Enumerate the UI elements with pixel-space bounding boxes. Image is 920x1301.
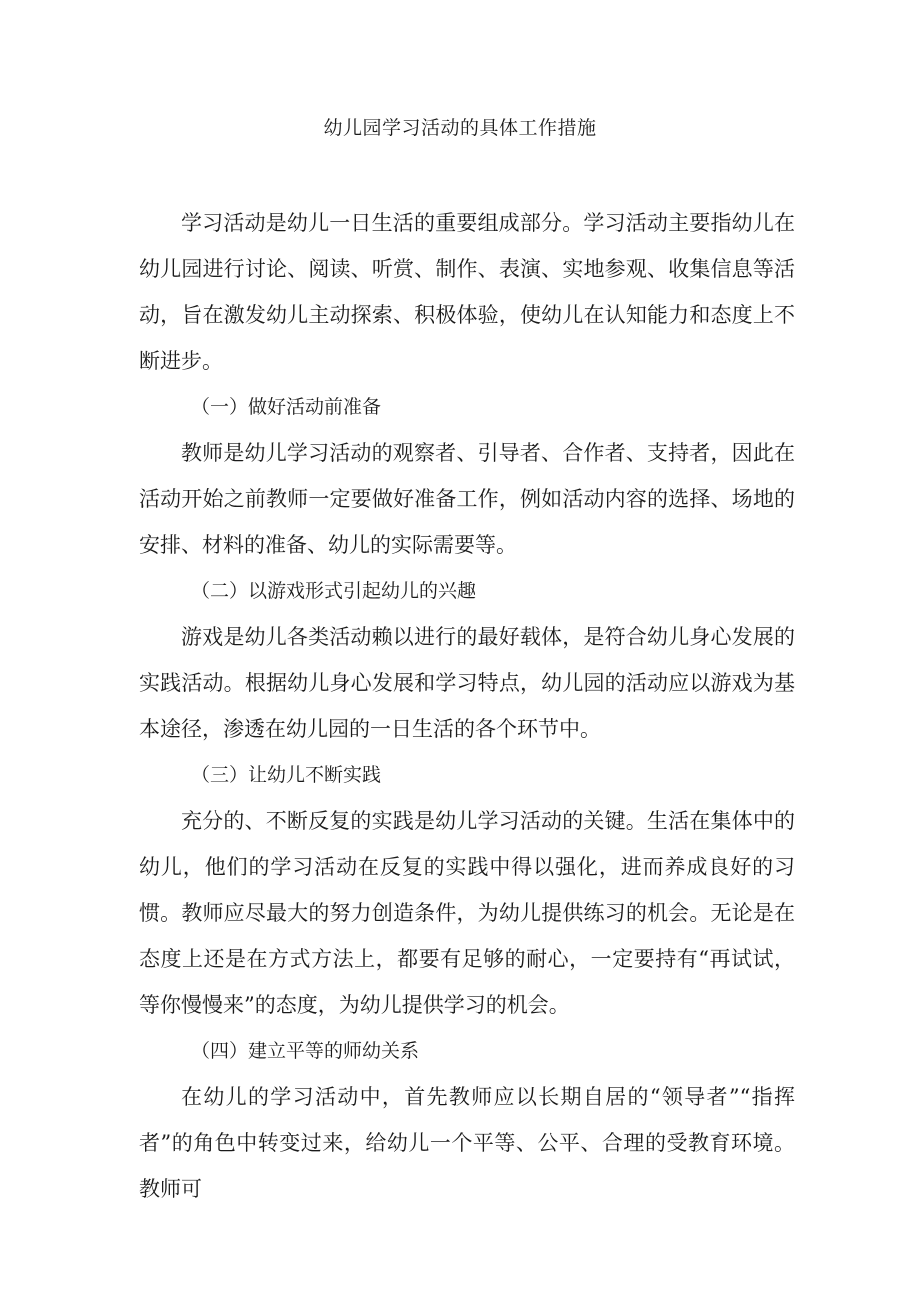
section-heading-4: （四）建立平等的师幼关系 xyxy=(191,1040,420,1062)
intro-paragraph: 学习活动是幼儿一日生活的重要组成部分。学习活动主要指幼儿在幼儿园进行讨论、阅读、听赏、制作、表演、实地参观、收集信息等活动，旨在激发幼儿主动探索、积极体验，使幼儿在认知能力和态度上不断进步。 xyxy=(139,211,795,373)
section-paragraph-4: 在幼儿的学习活动中，首先教师应以长期自居的“领导者”“指挥者”的角色中转变过来，给幼儿一个平等、公平、合理的受教育环境。教师可 xyxy=(139,1085,795,1201)
document-body xyxy=(139,200,795,1212)
document-title: 幼儿园学习活动的具体工作措施 xyxy=(323,117,597,139)
section-paragraph-1: 教师是幼儿学习活动的观察者、引导者、合作者、支持者，因此在活动开始之前教师一定要做好准备工作，例如活动内容的选择、场地的安排、材料的准备、幼儿的实际需要等。 xyxy=(139,441,795,557)
section-heading-1: （一）做好活动前准备 xyxy=(191,396,382,418)
section-heading-3: （三）让幼儿不断实践 xyxy=(191,764,382,786)
section-heading-2: （二）以游戏形式引起幼儿的兴趣 xyxy=(191,580,477,602)
section-paragraph-3: 充分的、不断反复的实践是幼儿学习活动的关键。生活在集体中的幼儿，他们的学习活动在反复的实践中得以强化，进而养成良好的习惯。教师应尽最大的努力创造条件，为幼儿提供练习的机会。无论是在态度上还是在方式方法上，都要有足够的耐心，一定要持有“再试试，等你慢慢来”的态度，为幼儿提供学习的机会。 xyxy=(139,809,795,1017)
section-paragraph-2: 游戏是幼儿各类活动赖以进行的最好载体，是符合幼儿身心发展的实践活动。根据幼儿身心发展和学习特点，幼儿园的活动应以游戏为基本途径，渗透在幼儿园的一日生活的各个环节中。 xyxy=(139,625,795,741)
